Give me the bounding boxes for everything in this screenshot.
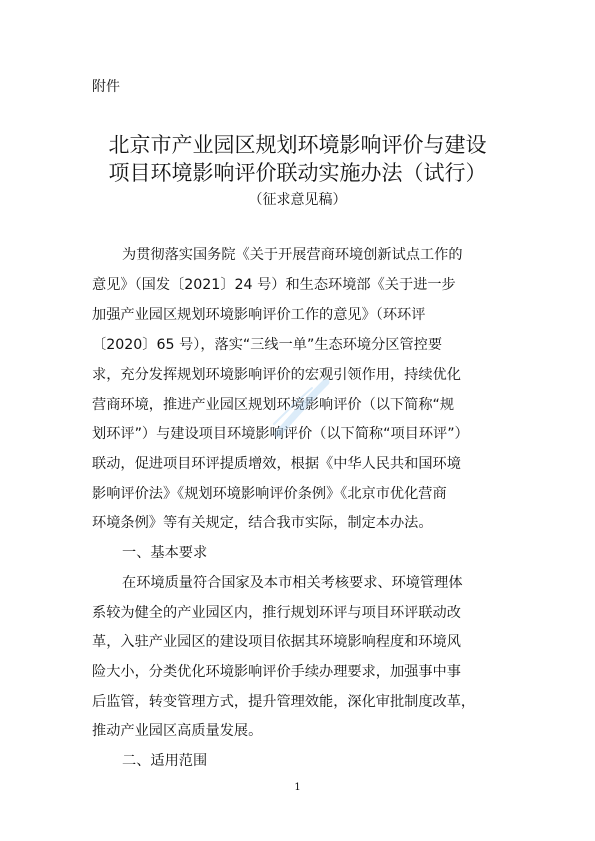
body-line: 在环境质量符合国家及本市相关考核要求、环境管理体	[122, 575, 463, 591]
body-line: 〔2020〕65 号），落实“三线一单”生态环境分区管控要	[92, 337, 443, 353]
attachment-label: 附件	[92, 79, 120, 95]
body-line: 影响评价法》《规划环境影响评价条例》《北京市优化营商	[92, 486, 447, 502]
watermark-icon	[272, 378, 332, 438]
body-line: 系较为健全的产业园区内，推行规划环评与项目环评联动改	[92, 605, 461, 621]
section-heading-scope: 二、适用范围	[122, 753, 208, 769]
body-line: 联动，促进项目环评提质增效，根据《中华人民共和国环境	[92, 456, 461, 472]
body-line: 为贯彻落实国务院《关于开展营商环境创新试点工作的	[122, 247, 463, 263]
body-line: 加强产业园区规划环境影响评价工作的意见》（环环评	[92, 307, 426, 323]
document-title-line-2: 项目环境影响评价联动实施办法（试行）	[108, 161, 487, 185]
section-heading-basic-requirements: 一、基本要求	[122, 545, 208, 561]
document-subtitle: （征求意见稿）	[248, 192, 347, 208]
body-line: 后监管，转变管理方式，提升管理效能，深化审批制度改革，	[92, 694, 476, 710]
body-line: 营商环境，推进产业园区规划环境影响评价（以下简称“规	[92, 397, 455, 413]
body-line: 险大小，分类优化环境影响评价手续办理要求，加强事中事	[92, 664, 461, 680]
body-line: 意见》（国发〔2021〕24 号）和生态环境部《关于进一步	[92, 277, 456, 293]
body-line: 划环评”）与建设项目环境影响评价（以下简称“项目环评”）	[92, 426, 469, 442]
body-line: 环境条例》等有关规定，结合我市实际，制定本办法。	[92, 515, 433, 531]
body-line: 推动产业园区高质量发展。	[92, 723, 263, 739]
document-title-line-1: 北京市产业园区规划环境影响评价与建设	[108, 133, 487, 157]
body-line: 革，入驻产业园区的建设项目依据其环境影响程度和环境风	[92, 634, 461, 650]
page-number: 1	[294, 782, 301, 793]
body-line: 求，充分发挥规划环境影响评价的宏观引领作用，持续优化	[92, 367, 461, 383]
